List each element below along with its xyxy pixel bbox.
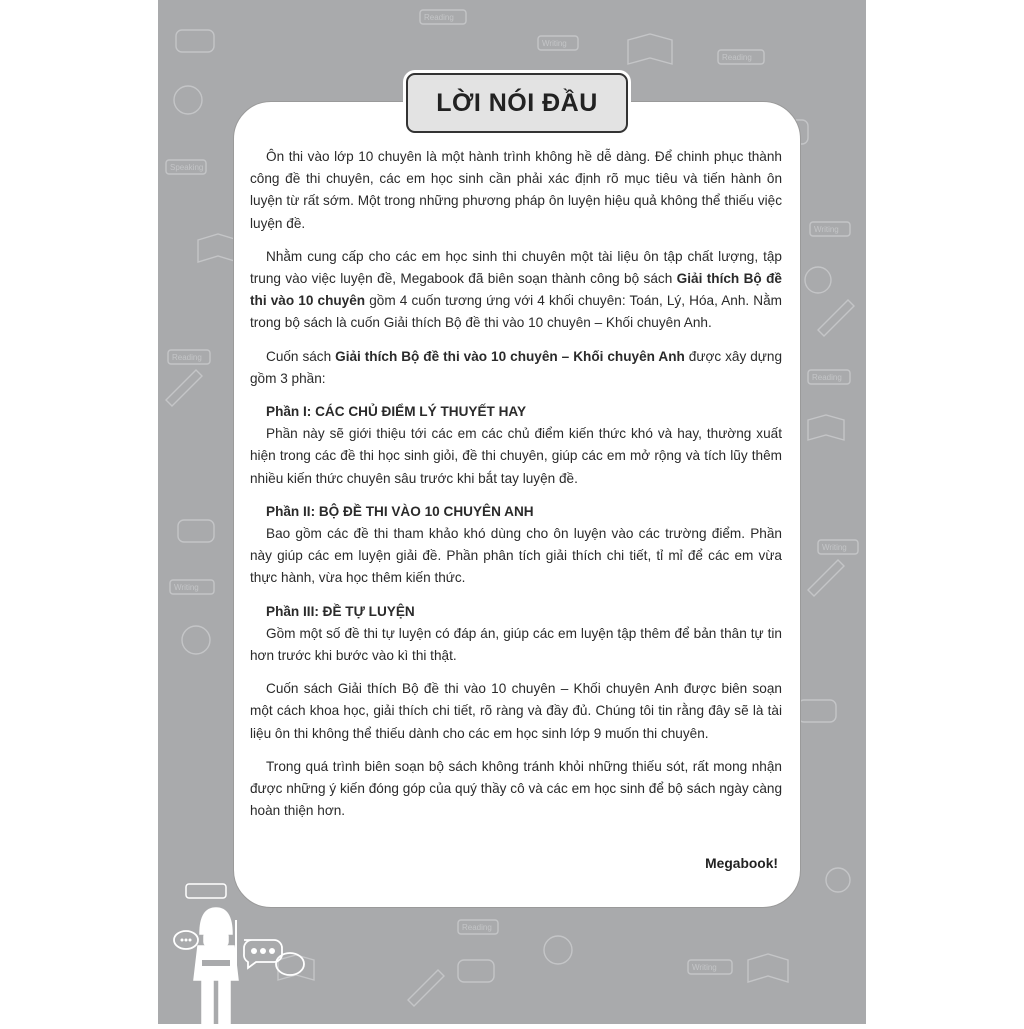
guard-illustration xyxy=(172,880,312,1029)
guard-icon xyxy=(172,880,312,1024)
section-3-body: Gồm một số đề thi tự luyện có đáp án, giúp các em luyện tập thêm để bản thân tự tin hơn trước khi bước vào kì thi thật. xyxy=(250,625,782,664)
svg-text:Writing: Writing xyxy=(542,39,567,48)
svg-text:Writing: Writing xyxy=(174,583,199,592)
svg-text:Writing: Writing xyxy=(814,225,839,234)
section-2-title: Phần II: BỘ ĐỀ THI VÀO 10 CHUYÊN ANH xyxy=(266,503,534,519)
section-1-title: Phần I: CÁC CHỦ ĐIỂM LÝ THUYẾT HAY xyxy=(266,404,527,420)
svg-text:Writing: Writing xyxy=(822,543,847,552)
paragraph-summary: Cuốn sách Giải thích Bộ đề thi vào 10 chuyên – Khối chuyên Anh được biên soạn một cách khoa học, giải thích chi tiết, rõ ràng và đầy đủ. Chúng tôi tin rằng đây sẽ là tài liệu ôn thi không thể thiếu dành cho các em học sinh lớp 9 muốn thi chuyên. xyxy=(250,681,782,741)
svg-text:Writing: Writing xyxy=(692,963,717,972)
paragraph-structure: Cuốn sách Giải thích Bộ đề thi vào 10 chuyên – Khối chuyên Anh được xây dựng gồm 3 phần: xyxy=(250,348,783,386)
svg-text:Reading: Reading xyxy=(812,373,842,382)
svg-text:Reading: Reading xyxy=(424,13,454,22)
paragraph-series: Nhằm cung cấp cho các em học sinh thi chuyên một tài liệu ôn tập chất lượng, tập trung vào việc luyện đề, Megabook đã biên soạn thành công bộ sách Giải thích Bộ đề thi vào 10 chuyên gồm 4 cuốn tương ứng với 4 khối chuyên: Toán, Lý, Hóa, Anh. Nằm trong bộ sách là cuốn Giải thích Bộ đề thi vào 10 chuyên – Khối chuyên Anh. xyxy=(250,248,782,331)
preface-content xyxy=(250,146,782,833)
page-title: LỜI NÓI ĐẦU xyxy=(436,88,598,117)
section-3-title: Phần III: ĐỀ TỰ LUYỆN xyxy=(266,603,415,619)
svg-text:Reading: Reading xyxy=(462,923,492,932)
title-tab xyxy=(406,73,628,133)
svg-text:Reading: Reading xyxy=(722,53,752,62)
svg-text:Reading: Reading xyxy=(172,353,202,362)
paragraph-intro: Ôn thi vào lớp 10 chuyên là một hành trình không hề dễ dàng. Để chinh phục thành công đề thi chuyên, các em học sinh cần phải xác định rõ mục tiêu và tiến hành ôn luyện từ rất sớm. Một trong những phương pháp ôn luyện hiệu quả không thể thiếu việc luyện đề. xyxy=(250,149,782,231)
svg-text:Speaking: Speaking xyxy=(170,163,204,172)
section-2-body: Bao gồm các đề thi tham khảo khó dùng cho ôn luyện vào các trường điểm. Phần này giúp các em luyện giải đề. Phần phân tích giải thích chi tiết, tỉ mỉ để các em vừa thực hành, vừa học thêm kiến thức. xyxy=(250,526,782,586)
signature: Megabook! xyxy=(705,856,778,871)
section-1-body: Phần này sẽ giới thiệu tới các em các chủ điểm kiến thức khó và hay, thường xuất hiện trong các đề thi học sinh giỏi, đề thi chuyên, giúp các em mở rộng và tích lũy thêm nhiều kiến thức chuyên sâu trước khi bắt tay luyện đề. xyxy=(250,426,782,486)
paragraph-closing: Trong quá trình biên soạn bộ sách không tránh khỏi những thiếu sót, rất mong nhận được những ý kiến đóng góp của quý thầy cô và các em học sinh để bộ sách ngày càng hoàn thiện hơn. xyxy=(250,758,782,819)
